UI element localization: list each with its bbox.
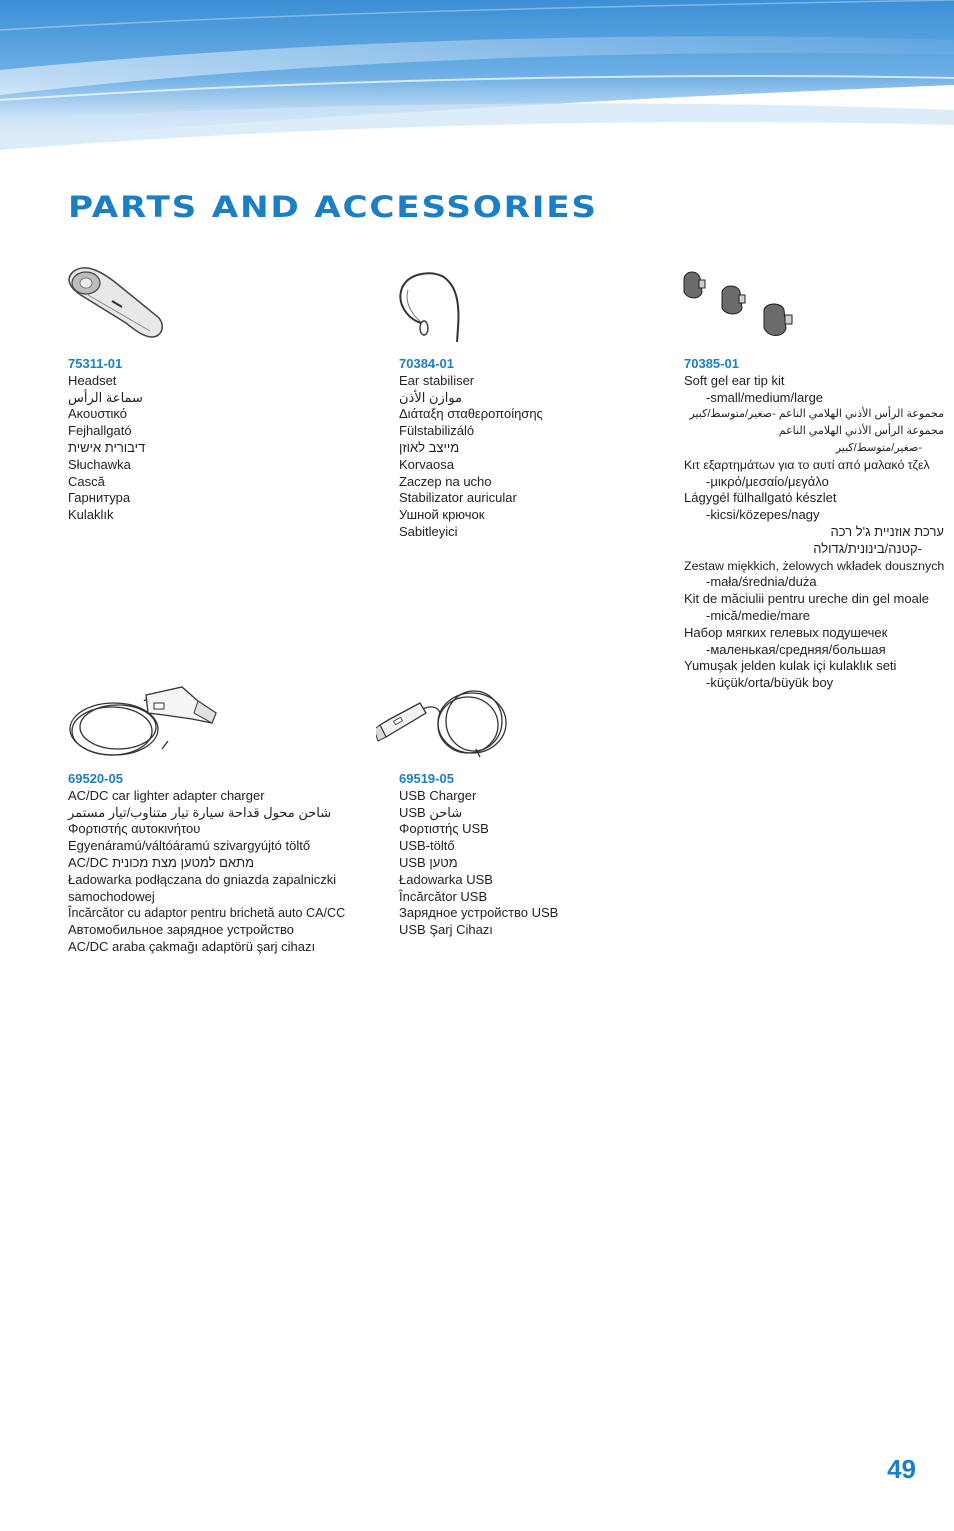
ear-stabiliser-image — [390, 268, 465, 346]
item-line: Κιτ εξαρτημάτων για το αυτί από μαλακό τζελ — [684, 457, 930, 472]
item-line: Φορτιστής USB — [399, 821, 489, 837]
part-number: 70385-01 — [684, 356, 739, 371]
item-line: Încărcător USB — [399, 888, 488, 904]
part-number: 69519-05 — [399, 771, 454, 786]
item-line: -mică/medie/mare — [706, 607, 811, 623]
ear-tips-image — [680, 270, 800, 342]
item-line: Fülstabilizáló — [399, 423, 475, 439]
part-number: 70384-01 — [399, 356, 454, 371]
item-line: -קטנה/בינונית/גדולה — [813, 540, 922, 556]
part-number: 69520-05 — [68, 771, 123, 786]
item-line: מטען USB — [399, 854, 458, 870]
item-69519-05 — [399, 771, 669, 939]
item-line: مجموعة الرأس الأذني الهلامي الناعم -صغير/متوسط/كبير — [689, 408, 944, 421]
item-line: מתאם למטען מצת מכונית AC/DC — [68, 854, 255, 870]
item-line: -mała/średnia/duża — [706, 574, 817, 590]
item-line: Набор мягких гелевых подушечек — [684, 624, 888, 640]
item-line: Słuchawka — [68, 456, 131, 472]
item-69520-05 — [68, 771, 378, 956]
item-line: سماعة الرأس — [68, 389, 143, 405]
item-line: Zaczep na ucho — [399, 473, 492, 489]
item-line: Zestaw miękkich, żelowych wkładek dousznych — [684, 558, 945, 573]
item-70384-01 — [399, 356, 669, 541]
item-line: -صغير/متوسط/كبير — [835, 441, 922, 454]
header-banner — [0, 0, 954, 160]
item-line: -küçük/orta/büyük boy — [706, 675, 834, 691]
item-line: מייצב לאוזן — [399, 439, 460, 455]
item-line: Headset — [68, 372, 117, 388]
item-line: samochodowej — [68, 888, 155, 904]
item-line: Fejhallgató — [68, 423, 132, 439]
page-title: PARTS AND ACCESSORIES — [68, 190, 598, 224]
item-line: Kit de măciulii pentru ureche din gel moale — [684, 591, 929, 607]
item-line: Soft gel ear tip kit — [684, 372, 785, 388]
item-line: Φορτιστής αυτοκινήτου — [68, 821, 201, 837]
item-line: Cască — [68, 473, 105, 489]
item-line: Yumuşak jelden kulak içi kulaklık seti — [684, 658, 897, 674]
item-line: AC/DC araba çakmağı adaptörü şarj cihazı — [68, 938, 316, 954]
item-line: Korvaosa — [399, 456, 454, 472]
item-line: Зарядное устройство USB — [399, 905, 559, 921]
item-line: Ушной крючок — [399, 507, 485, 523]
item-line: موازن الأذن — [399, 389, 463, 405]
page-number: 49 — [887, 1454, 916, 1484]
item-line: USB Charger — [399, 787, 477, 803]
item-line: דיבורית אישית — [68, 439, 146, 455]
item-line: Încărcător cu adaptor pentru brichetă auto CA/CC — [68, 906, 346, 921]
part-number: 75311-01 — [68, 356, 123, 371]
item-line: مجموعة الرأس الأذني الهلامي الناعم — [778, 425, 944, 438]
item-line: USB Şarj Cihazı — [399, 922, 493, 938]
item-line: Гарнитура — [68, 490, 131, 506]
usb-charger-image — [376, 683, 510, 763]
item-75311-01 — [68, 356, 368, 524]
item-line: -kicsi/közepes/nagy — [706, 507, 820, 523]
item-line: Stabilizator auricular — [399, 490, 517, 506]
item-line: Ακουστικό — [68, 406, 127, 422]
item-line: Διάταξη σταθεροποίησης — [399, 406, 543, 422]
item-line: Lágygél fülhallgató készlet — [684, 490, 837, 506]
item-line: Автомобильное зарядное устройство — [68, 922, 294, 938]
car-charger-image — [66, 683, 222, 763]
headset-image — [66, 265, 166, 340]
item-line: Sabitleyici — [399, 523, 458, 539]
item-70385-01 — [684, 356, 944, 692]
item-line: ערכת אוזניית ג'ל רכה — [830, 523, 944, 539]
item-line: USB-töltő — [399, 838, 455, 854]
item-line: شاحن محول قداحة سيارة تيار متناوب/تيار مستمر — [68, 804, 332, 820]
item-line: Kulaklık — [68, 507, 114, 523]
item-line: Egyenáramú/váltóáramú szivargyújtó töltő — [68, 838, 311, 854]
item-line: Ładowarka USB — [399, 871, 493, 887]
item-line: -small/medium/large — [706, 389, 824, 405]
item-line: AC/DC car lighter adapter charger — [68, 787, 265, 803]
item-line: -μικρό/μεσαίο/μεγάλο — [706, 473, 829, 489]
item-line: شاحن USB — [399, 804, 463, 820]
item-line: Ear stabiliser — [399, 372, 475, 388]
item-line: Ładowarka podłączana do gniazda zapalniczki — [68, 871, 337, 887]
item-line: -маленькая/средняя/большая — [706, 641, 886, 657]
